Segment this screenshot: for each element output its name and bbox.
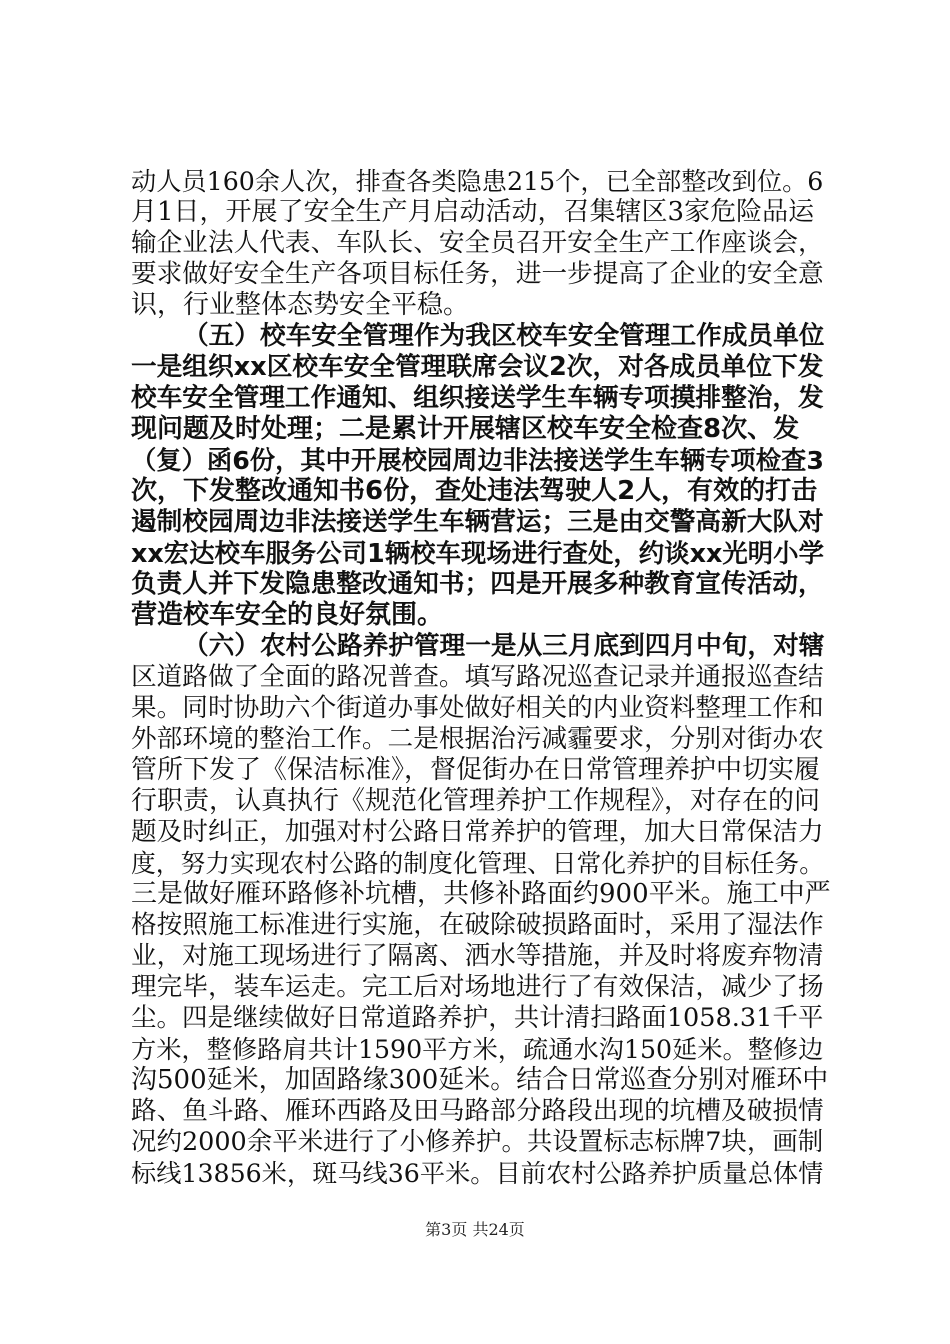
text-line: 尘。四是继续做好日常道路养护，共计清扫路面1058.31千平 <box>131 1003 824 1033</box>
document-body <box>131 166 831 1189</box>
text-line: （复）函6份，其中开展校园周边非法接送学生车辆专项检查3 <box>131 446 824 475</box>
text-line: 营造校车安全的良好氛围。 <box>131 600 444 630</box>
text-line: 负责人并下发隐患整改通知书；四是开展多种教育宣传活动， <box>131 569 824 599</box>
text-line: 格按照施工标准进行实施，在破除破损路面时，采用了湿法作 <box>131 910 824 940</box>
text-line: （五）校车安全管理作为我区校车安全管理工作成员单位 <box>183 321 825 351</box>
text-line: （六）农村公路养护管理一是从三月底到四月中旬，对辖 <box>183 631 825 661</box>
text-line: 识，行业整体态势安全平稳。 <box>131 290 470 320</box>
text-line: 方米，整修路肩共计1590平方米，疏通水沟150延米。整修边 <box>131 1035 824 1064</box>
text-line: 路、鱼斗路、雁环西路及田马路部分路段出现的坑槽及破损情 <box>131 1096 824 1126</box>
text-line: xx宏达校车服务公司1辆校车现场进行查处，约谈xx光明小学 <box>131 538 824 568</box>
text-line: 次，下发整改通知书6份，查处违法驾驶人2人，有效的打击 <box>131 476 818 506</box>
text-line: 沟500延米，加固路缘300延米。结合日常巡查分别对雁环中 <box>131 1065 829 1095</box>
text-line: 外部环境的整治工作。二是根据治污减霾要求，分别对街办农 <box>131 724 824 754</box>
text-line: 输企业法人代表、车队长、安全员召开安全生产工作座谈会， <box>131 228 824 258</box>
text-line: 现问题及时处理；二是累计开展辖区校车安全检查8次、发 <box>131 414 800 444</box>
text-line: 果。同时协助六个街道办事处做好相关的内业资料整理工作和 <box>131 693 824 723</box>
text-line: 三是做好雁环路修补坑槽，共修补路面约900平米。施工中严 <box>131 879 831 909</box>
text-line: 行职责，认真执行《规范化管理养护工作规程》，对存在的问 <box>131 786 821 816</box>
text-line: 一是组织xx区校车安全管理联席会议2次，对各成员单位下发 <box>131 352 824 382</box>
text-line: 度，努力实现农村公路的制度化管理、日常化养护的目标任务。 <box>131 849 824 878</box>
text-line: 区道路做了全面的路况普查。填写路况巡查记录并通报巡查结 <box>131 662 824 692</box>
text-line: 题及时纠正，加强对村公路日常养护的管理，加大日常保洁力 <box>131 817 824 847</box>
text-line: 管所下发了《保洁标准》，督促街办在日常管理养护中切实履 <box>131 755 821 785</box>
text-line: 要求做好安全生产各项目标任务，进一步提高了企业的安全意 <box>131 259 824 289</box>
text-line: 况约2000余平米进行了小修养护。共设置标志标牌7块，画制 <box>131 1127 824 1157</box>
text-line: 动人员160余人次，排查各类隐患215个，已全部整改到位。6 <box>131 167 824 196</box>
text-line: 理完毕，装车运走。完工后对场地进行了有效保洁，减少了扬 <box>131 972 824 1002</box>
text-line: 业，对施工现场进行了隔离、洒水等措施，并及时将废弃物清 <box>131 941 824 971</box>
text-line: 月1日，开展了安全生产月启动活动，召集辖区3家危险品运 <box>131 197 815 227</box>
page-footer: 第3页 共24页 <box>425 1220 525 1239</box>
text-line: 校车安全管理工作通知、组织接送学生车辆专项摸排整治，发 <box>131 383 824 413</box>
text-line: 标线13856米，斑马线36平米。目前农村公路养护质量总体情 <box>131 1159 824 1188</box>
text-line: 遏制校园周边非法接送学生车辆营运；三是由交警高新大队对 <box>131 507 824 537</box>
